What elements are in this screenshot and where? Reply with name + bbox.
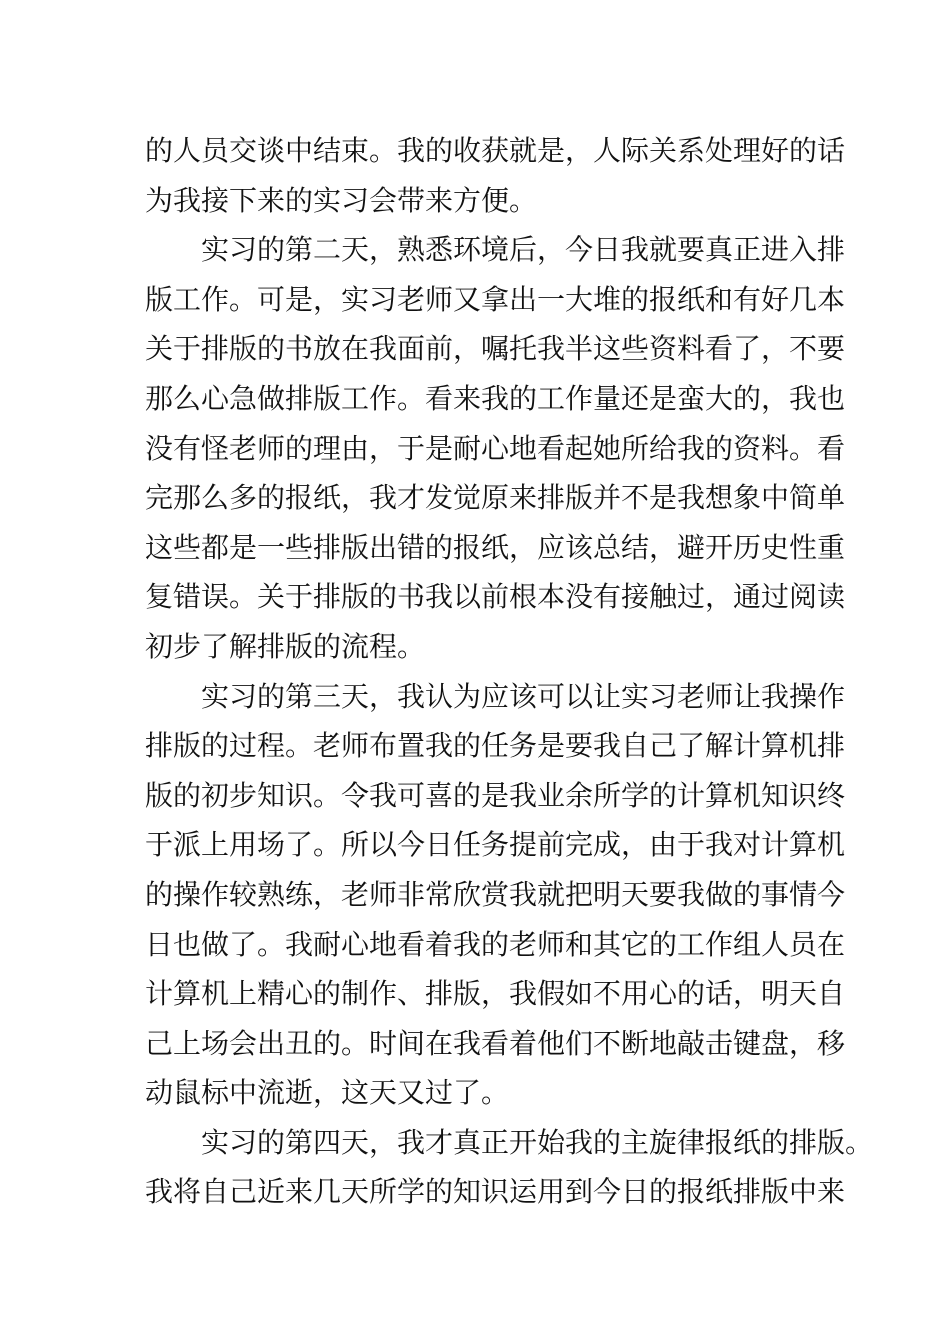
paragraph-2-line-3: 关于排版的书放在我面前，嘱托我半这些资料看了，不要 [145,332,846,366]
paragraph-3-line-7: 计算机上精心的制作、排版，我假如不用心的话，明天自 [145,977,846,1011]
paragraph-3-line-1: 实习的第三天，我认为应该可以让实习老师让我操作 [201,679,846,713]
paragraph-3-line-3: 版的初步知识。令我可喜的是我业余所学的计算机知识终 [145,778,846,812]
paragraph-2-line-9: 初步了解排版的流程。 [145,629,426,663]
paragraph-2-line-2: 版工作。可是，实习老师又拿出一大堆的报纸和有好几本 [145,282,846,316]
paragraph-1-line-1: 的人员交谈中结束。我的收获就是，人际关系处理好的话 [145,134,846,167]
document-body [145,126,874,1217]
paragraph-4-line-1: 实习的第四天，我才真正开始我的主旋律报纸的排版。 [201,1125,874,1159]
paragraph-4-line-2: 我将自己近来几天所学的知识运用到今日的报纸排版中来 [145,1175,846,1209]
paragraph-3-line-6: 日也做了。我耐心地看着我的老师和其它的工作组人员在 [145,927,846,961]
paragraph-2-line-1: 实习的第二天，熟悉环境后，今日我就要真正进入排 [201,233,846,267]
paragraph-3-line-2: 排版的过程。老师布置我的任务是要我自己了解计算机排 [145,729,846,763]
paragraph-3-line-9: 动鼠标中流逝，这天又过了。 [145,1076,510,1110]
paragraph-3-line-4: 于派上用场了。所以今日任务提前完成，由于我对计算机 [145,828,846,862]
paragraph-3-line-5: 的操作较熟练，老师非常欣赏我就把明天要我做的事情今 [145,877,846,911]
paragraph-1-line-2: 为我接下来的实习会带来方便。 [145,183,538,217]
paragraph-2-line-8: 复错误。关于排版的书我以前根本没有接触过，通过阅读 [145,580,846,614]
paragraph-2-line-7: 这些都是一些排版出错的报纸，应该总结，避开历史性重 [145,530,846,564]
paragraph-3-line-8: 己上场会出丑的。时间在我看着他们不断地敲击键盘，移 [145,1026,846,1060]
paragraph-2-line-5: 没有怪老师的理由，于是耐心地看起她所给我的资料。看 [145,431,846,465]
paragraph-2-line-6: 完那么多的报纸，我才发觉原来排版并不是我想象中简单 [145,481,846,515]
paragraph-2-line-4: 那么心急做排版工作。看来我的工作量还是蛮大的，我也 [145,381,846,415]
